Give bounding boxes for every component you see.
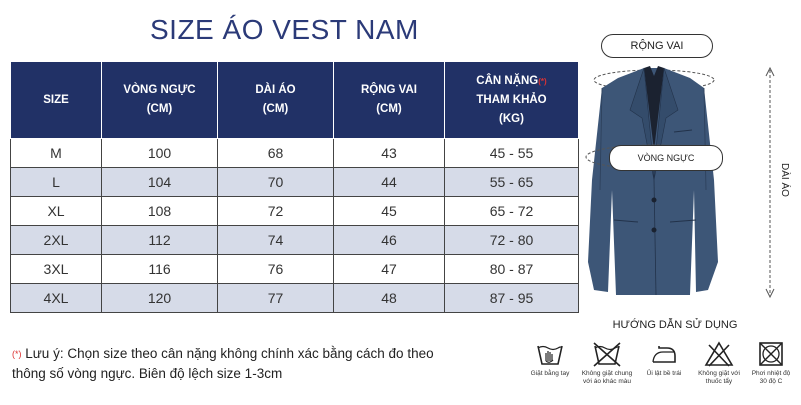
cell-weight: 87 - 95 bbox=[445, 284, 579, 313]
cell-chest: 120 bbox=[102, 284, 218, 313]
care-item bbox=[578, 340, 636, 386]
table-row bbox=[11, 197, 579, 226]
length-label: DÀI ÁO bbox=[779, 163, 790, 197]
care-item bbox=[742, 340, 800, 386]
table-row bbox=[11, 284, 579, 313]
cell-shoulder: 47 bbox=[334, 255, 445, 284]
size-table bbox=[10, 61, 579, 313]
cell-weight: 72 - 80 bbox=[445, 226, 579, 255]
cell-size: 3XL bbox=[11, 255, 102, 284]
cell-length: 77 bbox=[218, 284, 334, 313]
table-row bbox=[11, 226, 579, 255]
cell-shoulder: 44 bbox=[334, 168, 445, 197]
care-label: Ủi lật bề trái bbox=[646, 370, 682, 377]
cell-chest: 112 bbox=[102, 226, 218, 255]
care-item bbox=[521, 340, 579, 378]
cell-weight: 45 - 55 bbox=[445, 139, 579, 168]
cell-weight: 80 - 87 bbox=[445, 255, 579, 284]
header-length: DÀI ÁO (CM) bbox=[218, 62, 334, 139]
jacket-shape bbox=[588, 66, 718, 295]
note-mark: (*) bbox=[12, 349, 22, 359]
care-item bbox=[690, 340, 748, 386]
cell-length: 70 bbox=[218, 168, 334, 197]
table-row bbox=[11, 139, 579, 168]
care-guide-title: HƯỚNG DẪN SỬ DỤNG bbox=[612, 319, 738, 331]
iron-icon bbox=[649, 340, 679, 368]
cell-size: XL bbox=[11, 197, 102, 226]
cell-length: 76 bbox=[218, 255, 334, 284]
table-header-row bbox=[11, 62, 579, 139]
care-item bbox=[635, 340, 693, 378]
cell-chest: 100 bbox=[102, 139, 218, 168]
cell-size: 2XL bbox=[11, 226, 102, 255]
cell-shoulder: 45 bbox=[334, 197, 445, 226]
table-row bbox=[11, 168, 579, 197]
no-bleach-icon bbox=[704, 340, 734, 368]
header-weight: CÂN NẶNG(*) THAM KHẢO (KG) bbox=[445, 62, 579, 139]
chest-label: VÒNG NGỰC bbox=[609, 145, 723, 171]
cell-length: 72 bbox=[218, 197, 334, 226]
cell-shoulder: 48 bbox=[334, 284, 445, 313]
shoulder-label: RỘNG VAI bbox=[601, 34, 713, 58]
note-line-2: thông số vòng ngực. Biên độ lệch size 1-3cm bbox=[12, 366, 283, 381]
cell-chest: 104 bbox=[102, 168, 218, 197]
note-line-1: Lưu ý: Chọn size theo cân nặng không chính xác bằng cách đo theo bbox=[25, 346, 434, 361]
cell-chest: 108 bbox=[102, 197, 218, 226]
cell-size: L bbox=[11, 168, 102, 197]
cell-shoulder: 43 bbox=[334, 139, 445, 168]
care-label: Giặt bằng tay bbox=[530, 370, 570, 377]
hand-wash-icon bbox=[535, 340, 565, 368]
table-row bbox=[11, 255, 579, 284]
header-shoulder: RỘNG VAI (CM) bbox=[334, 62, 445, 139]
cell-length: 68 bbox=[218, 139, 334, 168]
care-label: Phơi nhiệt độ 30 độ C bbox=[751, 370, 791, 385]
no-mix-wash-icon bbox=[592, 340, 622, 368]
cell-weight: 65 - 72 bbox=[445, 197, 579, 226]
tumble-dry-icon bbox=[756, 340, 786, 368]
care-label: Không giặt với thuốc tẩy bbox=[698, 370, 740, 385]
page-title: SIZE ÁO VEST NAM bbox=[150, 14, 419, 45]
cell-chest: 116 bbox=[102, 255, 218, 284]
care-label: Không giặt chung với áo khác màu bbox=[581, 370, 633, 385]
cell-size: 4XL bbox=[11, 284, 102, 313]
cell-weight: 55 - 65 bbox=[445, 168, 579, 197]
header-size: SIZE bbox=[11, 62, 102, 139]
cell-length: 74 bbox=[218, 226, 334, 255]
size-note bbox=[12, 344, 517, 384]
cell-size: M bbox=[11, 139, 102, 168]
cell-shoulder: 46 bbox=[334, 226, 445, 255]
header-chest: VÒNG NGỰC (CM) bbox=[102, 62, 218, 139]
